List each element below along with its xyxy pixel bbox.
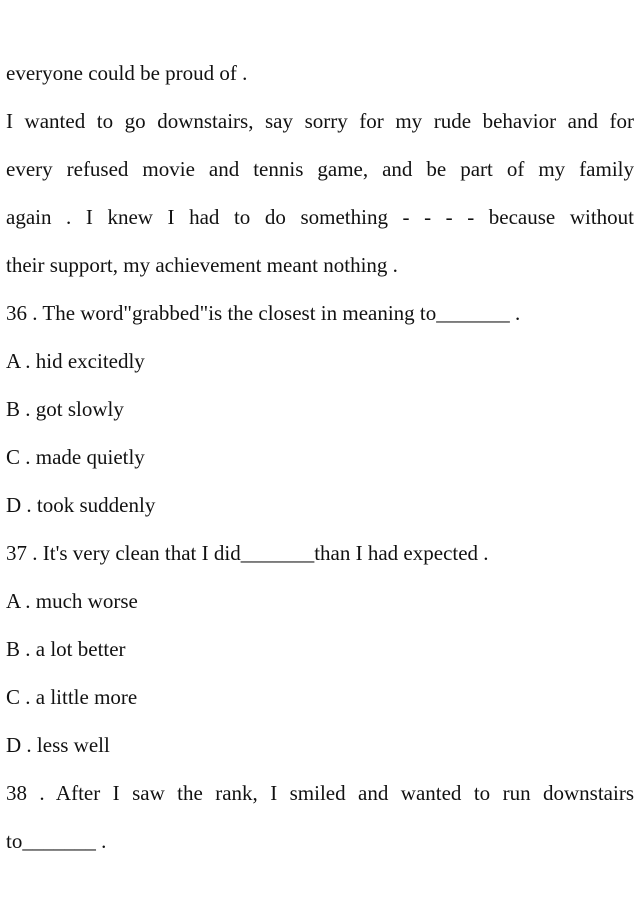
question-37-stem: 37 . It's very clean that I did_______than I had expected . xyxy=(6,541,489,565)
question-38-stem-line-1: 38 . After I saw the rank, I smiled and wanted to run downstairs xyxy=(6,781,634,805)
passage-line-2: I wanted to go downstairs, say sorry for my rude behavior and for xyxy=(6,109,634,133)
passage-line-3: every refused movie and tennis game, and be part of my family xyxy=(6,157,634,181)
question-36-stem: 36 . The word"grabbed"is the closest in meaning to_______ . xyxy=(6,301,521,325)
question-36-option-d: D . took suddenly xyxy=(6,493,156,517)
passage-line-5: their support, my achievement meant nothing . xyxy=(6,253,398,277)
question-37-option-b: B . a lot better xyxy=(6,637,126,661)
question-36-option-b: B . got slowly xyxy=(6,397,124,421)
question-36-option-c: C . made quietly xyxy=(6,445,145,469)
question-37-option-d: D . less well xyxy=(6,733,110,757)
question-37-option-c: C . a little more xyxy=(6,685,138,709)
question-36-option-a: A . hid excitedly xyxy=(6,349,145,373)
question-37-option-a: A . much worse xyxy=(6,589,138,613)
passage-line-4: again . I knew I had to do something - - - - because without xyxy=(6,205,634,229)
passage-line-1: everyone could be proud of . xyxy=(6,61,248,85)
question-38-stem-line-2: to_______ . xyxy=(6,829,107,853)
